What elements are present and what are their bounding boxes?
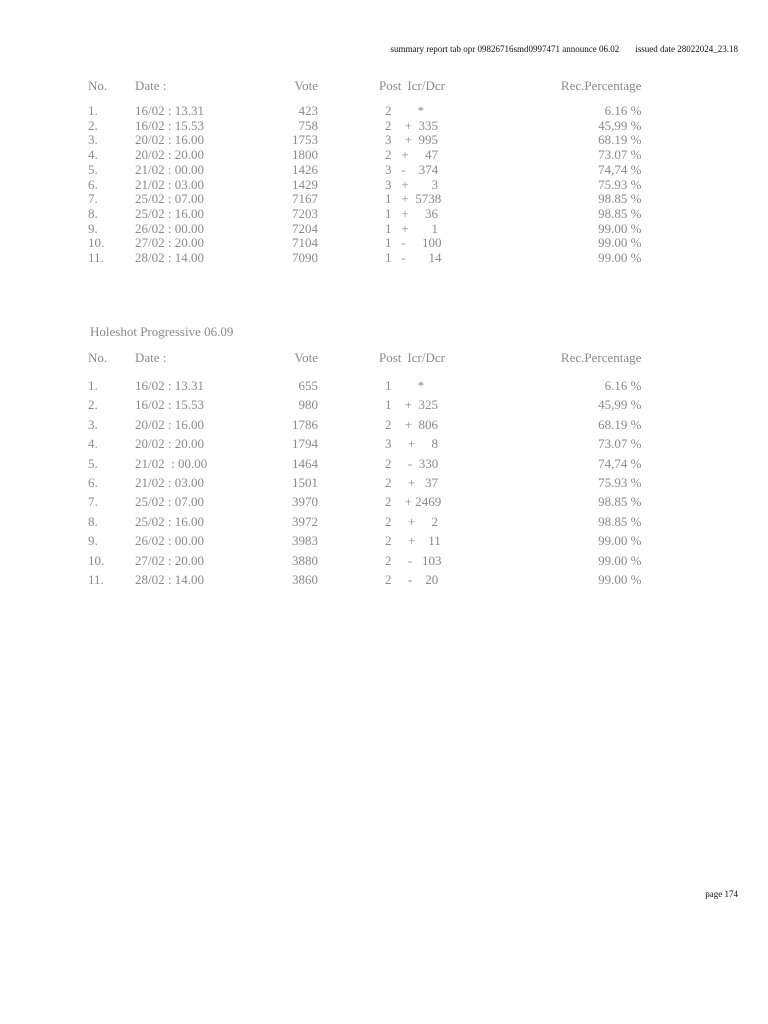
cell-post: 1 — [385, 220, 392, 236]
cell-no: 3. — [88, 416, 98, 432]
cell-no: 9. — [88, 220, 98, 236]
cell-post: 2 — [385, 533, 392, 549]
cell-no: 6. — [88, 176, 98, 192]
cell-icr-dcr: - 103 — [401, 552, 442, 568]
cell-icr-dcr: + 36 — [401, 205, 438, 221]
cell-rec-percentage: 99.00 % — [598, 552, 642, 568]
cell-post: 2 — [385, 513, 392, 529]
cell-rec-percentage: 6.16 % — [604, 378, 642, 393]
cell-no: 11. — [88, 572, 104, 588]
cell-icr-dcr: + 2 — [401, 513, 438, 529]
cell-no: 2. — [88, 397, 98, 413]
cell-rec-percentage: 6.16 % — [604, 103, 642, 118]
cell-post: 1 — [385, 397, 392, 413]
cell-vote: 3880 — [292, 552, 318, 568]
cell-icr-dcr: - 14 — [401, 250, 442, 266]
col-header-post: Post — [379, 78, 402, 93]
cell-post: 2 — [385, 552, 392, 568]
cell-rec-percentage: 45,99 % — [598, 117, 642, 133]
table-row — [88, 222, 641, 237]
table-header-row — [88, 78, 641, 104]
cell-vote: 423 — [298, 103, 318, 118]
table-row — [88, 395, 641, 414]
cell-post: 2 — [385, 416, 392, 432]
cell-no: 1. — [88, 378, 98, 393]
cell-no: 4. — [88, 147, 98, 163]
cell-date: 28/02 : 14.00 — [135, 572, 204, 588]
table-row — [88, 551, 641, 570]
col-header-post: Post — [379, 350, 402, 365]
col-header-icr: Icr/Dcr — [407, 350, 445, 365]
cell-icr-dcr: + 11 — [401, 533, 441, 549]
col-header-no: No. — [88, 78, 108, 93]
cell-post: 2 — [385, 475, 392, 491]
cell-date: 25/02 : 16.00 — [135, 205, 204, 221]
cell-post: 1 — [385, 235, 392, 251]
cell-post: 2 — [385, 572, 392, 588]
cell-date: 21/02 : 00.00 — [135, 455, 208, 471]
cell-post: 3 — [385, 161, 392, 177]
cell-vote: 7104 — [292, 235, 318, 251]
cell-no: 1. — [88, 103, 98, 118]
section-title: Holeshot Progressive 06.09 — [90, 324, 234, 339]
cell-rec-percentage: 75.93 % — [598, 475, 642, 491]
table-row — [88, 148, 641, 163]
cell-post: 3 — [385, 436, 392, 452]
cell-no: 3. — [88, 132, 98, 148]
col-header-icr: Icr/Dcr — [407, 78, 445, 93]
cell-rec-percentage: 99.00 % — [598, 220, 642, 236]
cell-rec-percentage: 68.19 % — [598, 416, 642, 432]
cell-date: 26/02 : 00.00 — [135, 220, 204, 236]
cell-icr-dcr: + 8 — [401, 436, 438, 452]
table-row — [88, 512, 641, 531]
table-row — [88, 473, 641, 492]
cell-icr-dcr: + 995 — [401, 132, 438, 148]
cell-post: 2 — [385, 147, 392, 163]
cell-rec-percentage: 99.00 % — [598, 235, 642, 251]
cell-icr-dcr: + 325 — [401, 397, 438, 413]
cell-post: 1 — [385, 250, 392, 266]
cell-rec-percentage: 73.07 % — [598, 147, 642, 163]
cell-date: 20/02 : 16.00 — [135, 132, 204, 148]
col-header-rec: Rec.Percentage — [560, 350, 642, 365]
col-header-no: No. — [88, 350, 108, 365]
cell-icr-dcr: + 2469 — [401, 494, 442, 510]
table-row — [88, 207, 641, 222]
table-row — [88, 104, 641, 119]
col-header-date: Date : — [135, 350, 167, 365]
cell-rec-percentage: 98.85 % — [598, 191, 642, 207]
cell-vote: 655 — [298, 378, 318, 393]
cell-icr-dcr: * — [401, 103, 425, 118]
cell-rec-percentage: 99.00 % — [598, 250, 642, 266]
cell-post: 1 — [385, 205, 392, 221]
cell-rec-percentage: 74,74 % — [598, 455, 642, 471]
cell-vote: 980 — [298, 397, 318, 413]
cell-no: 8. — [88, 513, 98, 529]
cell-vote: 3860 — [292, 572, 318, 588]
table-row — [88, 133, 641, 148]
table-row — [88, 178, 641, 193]
cell-icr-dcr: - 20 — [401, 572, 439, 588]
cell-rec-percentage: 74,74 % — [598, 161, 642, 177]
cell-rec-percentage: 75.93 % — [598, 176, 642, 192]
cell-date: 20/02 : 20.00 — [135, 147, 204, 163]
table-row — [88, 376, 641, 395]
cell-no: 8. — [88, 205, 98, 221]
cell-no: 7. — [88, 191, 98, 207]
cell-post: 2 — [385, 103, 392, 118]
cell-post: 1 — [385, 191, 392, 207]
cell-vote: 7090 — [292, 250, 318, 266]
cell-rec-percentage: 99.00 % — [598, 533, 642, 549]
table-row — [88, 454, 641, 473]
cell-vote: 1753 — [292, 132, 318, 148]
cell-icr-dcr: + 37 — [401, 475, 438, 491]
cell-no: 9. — [88, 533, 98, 549]
cell-vote: 1786 — [292, 416, 318, 432]
cell-date: 28/02 : 14.00 — [135, 250, 204, 266]
cell-icr-dcr: + 806 — [401, 416, 438, 432]
col-header-date: Date : — [135, 78, 167, 93]
cell-vote: 3970 — [292, 494, 318, 510]
cell-date: 25/02 : 07.00 — [135, 494, 204, 510]
cell-date: 16/02 : 13.31 — [135, 103, 204, 118]
cell-vote: 7203 — [292, 205, 318, 221]
cell-vote: 758 — [298, 117, 318, 133]
cell-vote: 1426 — [292, 161, 318, 177]
table-row — [88, 434, 641, 453]
cell-date: 16/02 : 13.31 — [135, 378, 204, 393]
holeshot-table-body — [88, 376, 641, 589]
table-header-row — [88, 350, 641, 376]
cell-post: 3 — [385, 176, 392, 192]
col-header-rec: Rec.Percentage — [560, 78, 642, 93]
cell-rec-percentage: 68.19 % — [598, 132, 642, 148]
cell-vote: 3983 — [292, 533, 318, 549]
cell-icr-dcr: * — [401, 378, 425, 393]
cell-icr-dcr: - 330 — [401, 455, 439, 471]
cell-no: 4. — [88, 436, 98, 452]
cell-no: 5. — [88, 455, 98, 471]
cell-no: 6. — [88, 475, 98, 491]
cell-vote: 1800 — [292, 147, 318, 163]
cell-no: 11. — [88, 250, 104, 266]
cell-post: 2 — [385, 494, 392, 510]
cell-icr-dcr: + 3 — [401, 176, 438, 192]
cell-rec-percentage: 99.00 % — [598, 572, 642, 588]
cell-date: 27/02 : 20.00 — [135, 235, 204, 251]
report-summary-text: summary report tab opr 09826716smd0997471 announce 06.02 — [390, 44, 620, 54]
cell-date: 16/02 : 15.53 — [135, 397, 204, 413]
cell-rec-percentage: 98.85 % — [598, 205, 642, 221]
cell-no: 7. — [88, 494, 98, 510]
cell-rec-percentage: 73.07 % — [598, 436, 642, 452]
table-row — [88, 570, 641, 589]
cell-date: 27/02 : 20.00 — [135, 552, 204, 568]
cell-vote: 7204 — [292, 220, 318, 236]
cell-no: 10. — [88, 552, 105, 568]
report-header — [391, 44, 738, 54]
table-row — [88, 236, 641, 251]
table-row — [88, 531, 641, 550]
cell-no: 5. — [88, 161, 98, 177]
cell-vote: 1429 — [292, 176, 318, 192]
cell-icr-dcr: - 374 — [401, 161, 439, 177]
cell-post: 2 — [385, 455, 392, 471]
cell-vote: 7167 — [292, 191, 318, 207]
cell-post: 3 — [385, 132, 392, 148]
cell-icr-dcr: + 5738 — [401, 191, 442, 207]
cell-rec-percentage: 45,99 % — [598, 397, 642, 413]
cell-date: 20/02 : 16.00 — [135, 416, 204, 432]
cell-date: 25/02 : 07.00 — [135, 191, 204, 207]
holeshot-table — [88, 350, 641, 589]
summary-table-body — [88, 104, 641, 266]
table-row — [88, 251, 641, 266]
cell-post: 2 — [385, 117, 392, 133]
cell-no: 10. — [88, 235, 105, 251]
cell-date: 26/02 : 00.00 — [135, 533, 204, 549]
cell-vote: 1794 — [292, 436, 318, 452]
cell-date: 16/02 : 15.53 — [135, 117, 204, 133]
cell-vote: 1464 — [292, 455, 318, 471]
cell-no: 2. — [88, 117, 98, 133]
summary-table — [88, 78, 641, 266]
cell-rec-percentage: 98.85 % — [598, 494, 642, 510]
cell-icr-dcr: - 100 — [401, 235, 442, 251]
cell-rec-percentage: 98.85 % — [598, 513, 642, 529]
cell-date: 20/02 : 20.00 — [135, 436, 204, 452]
cell-icr-dcr: + 47 — [401, 147, 438, 163]
page-number: page 174 — [705, 889, 738, 899]
table-row — [88, 415, 641, 434]
cell-icr-dcr: + 335 — [401, 117, 438, 133]
issued-date-text: issued date 28022024_23.18 — [635, 44, 738, 54]
cell-date: 21/02 : 03.00 — [135, 475, 204, 491]
cell-date: 21/02 : 00.00 — [135, 161, 204, 177]
col-header-vote: Vote — [294, 78, 318, 93]
table-row — [88, 192, 641, 207]
cell-vote: 3972 — [292, 513, 318, 529]
cell-icr-dcr: + 1 — [401, 220, 438, 236]
table-row — [88, 163, 641, 178]
table-row — [88, 119, 641, 134]
cell-date: 21/02 : 03.00 — [135, 176, 204, 192]
cell-date: 25/02 : 16.00 — [135, 513, 204, 529]
cell-vote: 1501 — [292, 475, 318, 491]
col-header-vote: Vote — [294, 350, 318, 365]
cell-post: 1 — [385, 378, 392, 393]
table-row — [88, 492, 641, 511]
